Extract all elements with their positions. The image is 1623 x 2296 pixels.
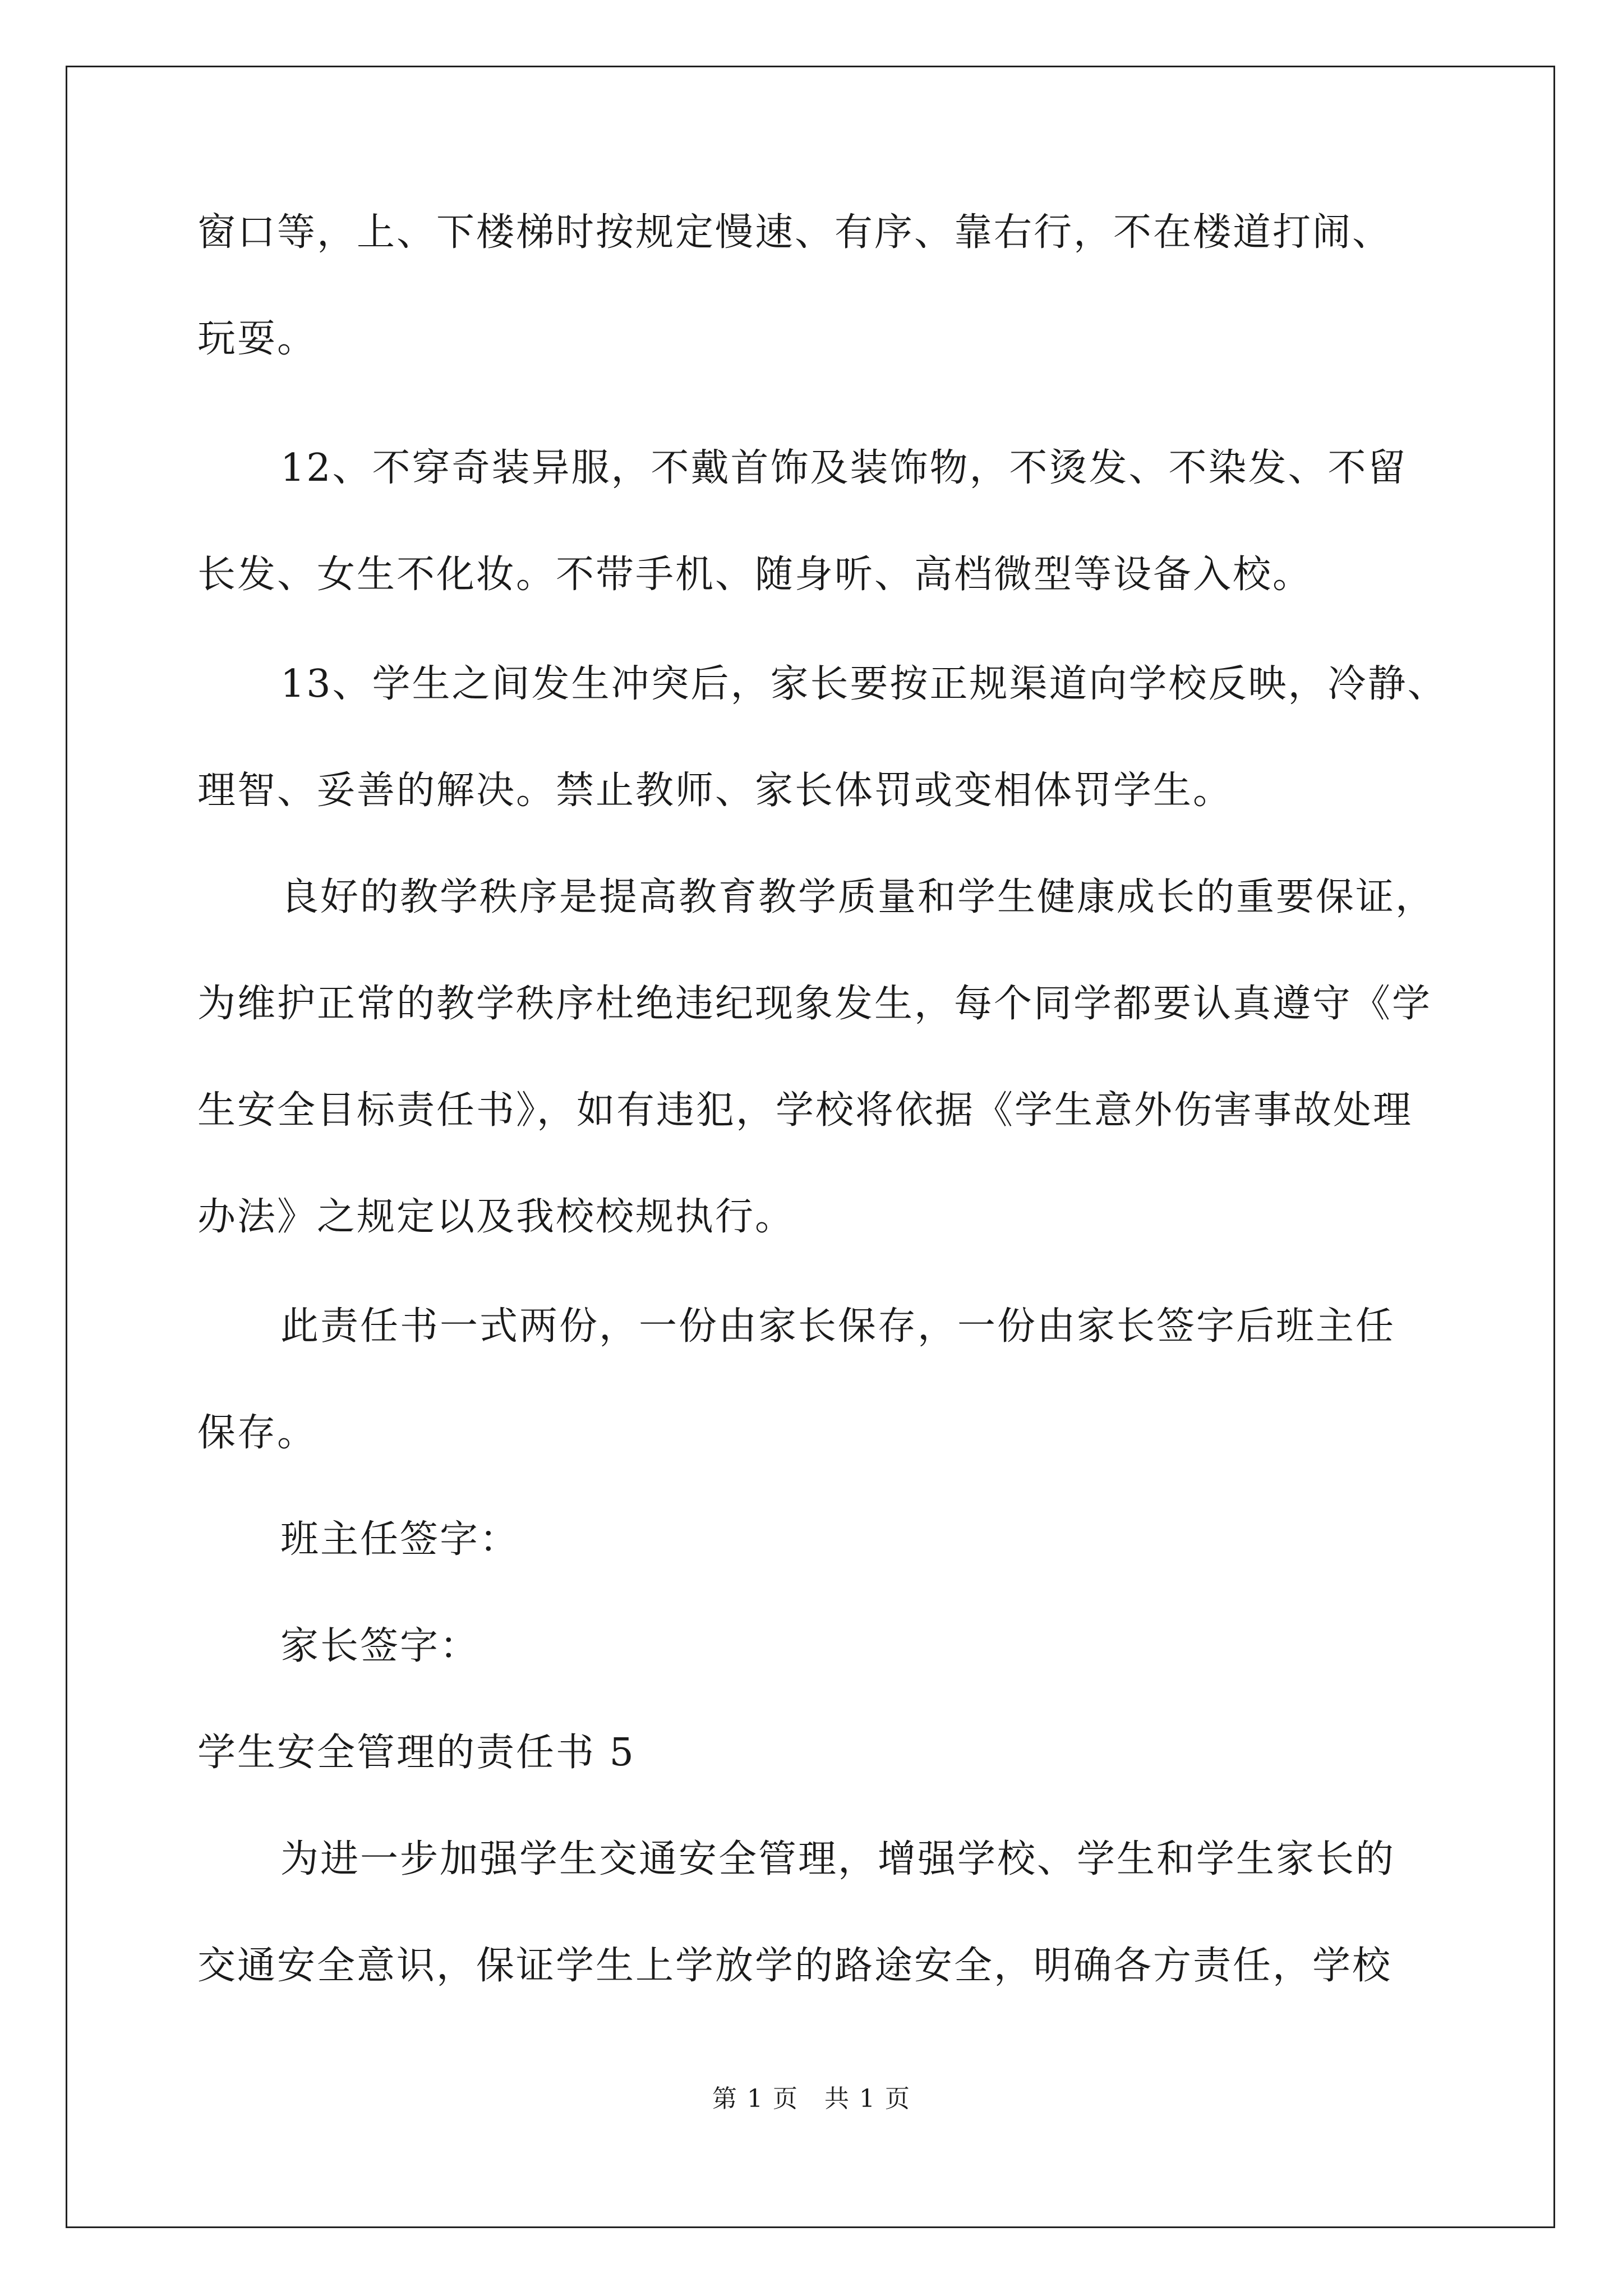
body-line: 窗口等，上、下楼梯时按规定慢速、有序、靠右行，不在楼道打闹、	[197, 210, 1393, 255]
paragraph-13-line-1: 13、学生之间发生冲突后，家长要按正规渠道向学校反映，冷静、	[280, 662, 1447, 706]
order-paragraph-line-1: 良好的教学秩序是提高教育教学质量和学生健康成长的重要保证，	[280, 875, 1436, 919]
section-heading: 学生安全管理的责任书 5	[197, 1731, 635, 1775]
paragraph-12-line-1: 12、不穿奇装异服，不戴首饰及装饰物，不烫发、不染发、不留	[280, 446, 1408, 490]
copies-paragraph-line-2: 保存。	[197, 1411, 317, 1455]
page-number: 第 1 页 共 1 页	[712, 2085, 911, 2113]
teacher-signature-label: 班主任签字：	[280, 1517, 520, 1562]
order-paragraph-line-4: 办法》之规定以及我校校规执行。	[197, 1195, 795, 1239]
section-5-line-2: 交通安全意识，保证学生上学放学的路途安全，明确各方责任，学校	[197, 1944, 1393, 1988]
order-paragraph-line-3: 生安全目标责任书》，如有违犯，学校将依据《学生意外伤害事故处理	[197, 1088, 1413, 1133]
copies-paragraph-line-1: 此责任书一式两份，一份由家长保存，一份由家长签字后班主任	[280, 1304, 1396, 1349]
section-5-line-1: 为进一步加强学生交通安全管理，增强学校、学生和学生家长的	[280, 1837, 1396, 1881]
parent-signature-label: 家长签字：	[280, 1624, 480, 1668]
page-border	[66, 66, 1555, 2228]
paragraph-12-line-2: 长发、女生不化妆。不带手机、随身听、高档微型等设备入校。	[197, 553, 1313, 597]
order-paragraph-line-2: 为维护正常的教学秩序杜绝违纪现象发生，每个同学都要认真遵守《学	[197, 982, 1432, 1026]
body-line: 玩耍。	[197, 317, 317, 361]
paragraph-13-line-2: 理智、妥善的解决。禁止教师、家长体罚或变相体罚学生。	[197, 769, 1233, 813]
